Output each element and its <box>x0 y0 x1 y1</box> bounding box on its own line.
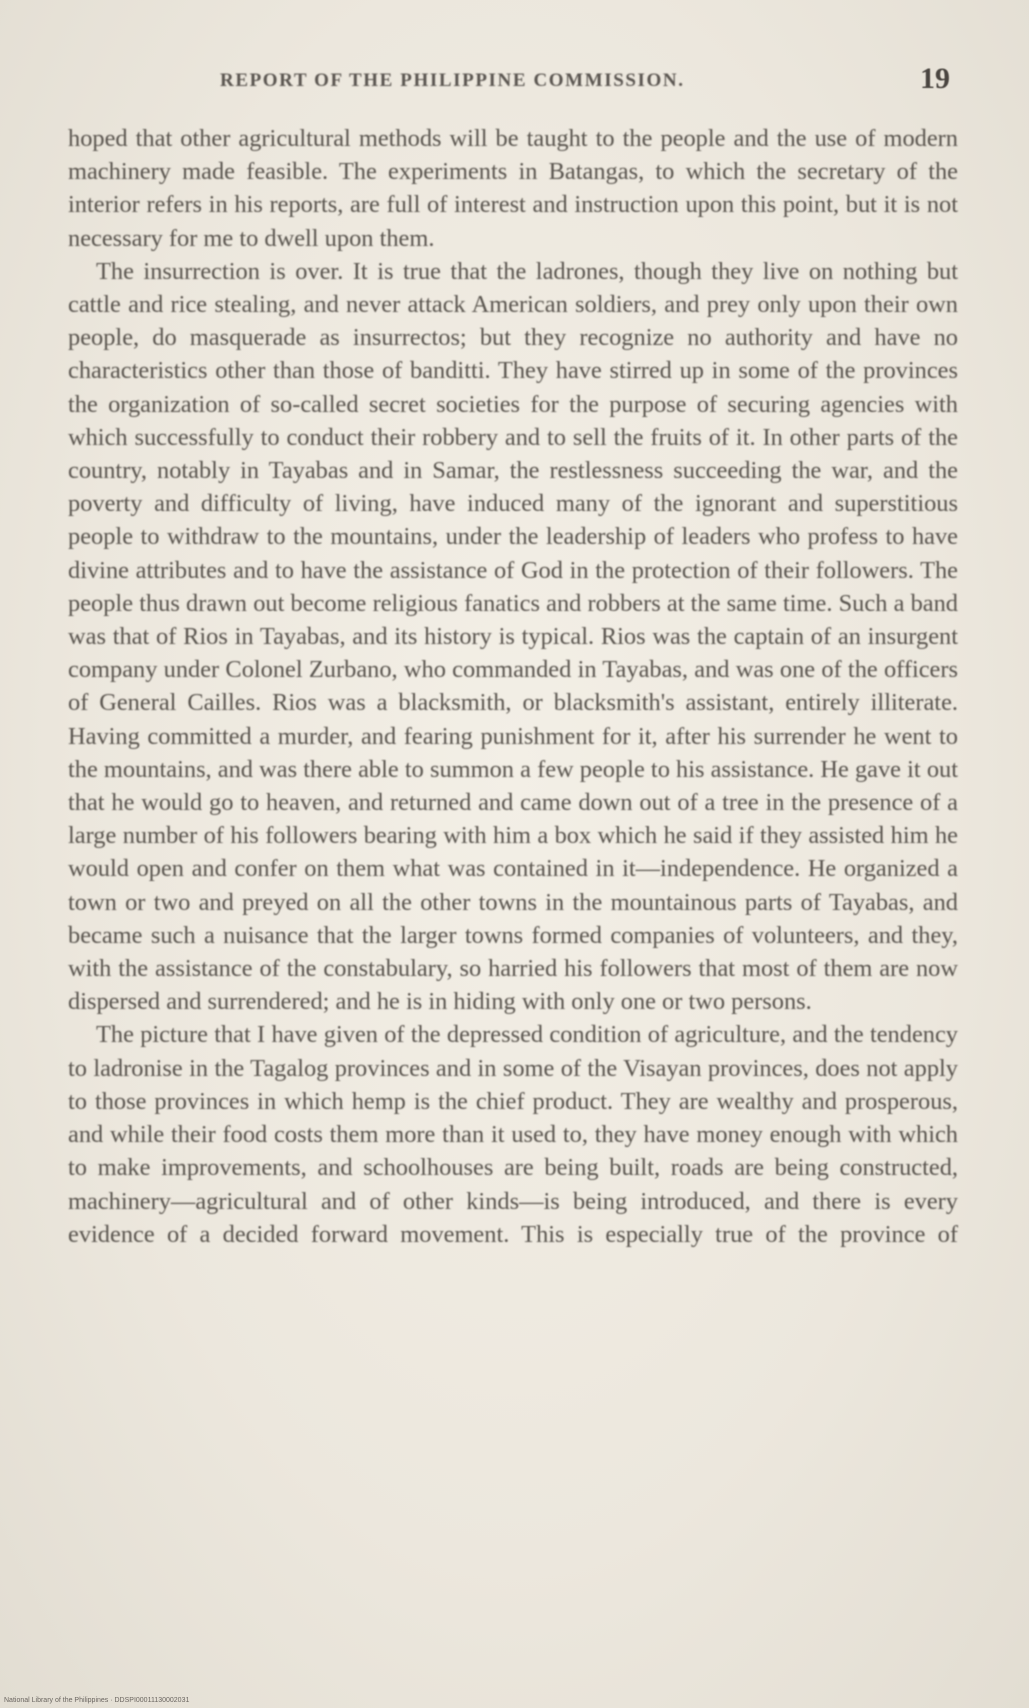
running-head-title: REPORT OF THE PHILIPPINE COMMISSION. <box>220 70 685 91</box>
paragraph-insurrection: The insurrection is over. It is true that the ladrones, though they live on nothing but cattle and rice stealing, and never attack American soldiers, and prey only upon their own people, do masquerade as insurrectos; but they recognize no authority and have no characteristics other than those of banditti. They have stirred up in some of the provinces the organization of so-called secret societies for the purpose of securing agencies with which successfully to conduct their robbery and to sell the fruits of it. In other parts of the country, notably in Tayabas and in Samar, the restlessness succeeding the war, and the poverty and difficulty of living, have induced many of the ignorant and superstitious people to withdraw to the mountains, under the leadership of leaders who profess to have divine attributes and to have the assistance of God in the protection of their followers. The people thus drawn out become religious fanatics and robbers at the same time. Such a band was that of Rios in Tayabas, and its history is typical. Rios was the captain of an insurgent company under Colonel Zurbano, who commanded in Tayabas, and was one of the officers of General Cailles. Rios was a blacksmith, or blacksmith's assistant, entirely illiterate. Having committed a murder, and fearing punishment for it, after his surrender he went to the mountains, and was there able to summon a few people to his assistance. He gave it out that he would go to heaven, and returned and came down out of a tree in the presence of a large number of his followers bearing with him a box which he said if they assisted him he would open and confer on them what was contained in it—independence. He organized a town or two and preyed on all the other towns in the mountainous parts of Tayabas, and became such a nuisance that the larger towns formed companies of volunteers, and they, with the assistance of the constabulary, so harried his followers that most of them are now dispersed and surrendered; and he is in hiding with only one or two persons. <box>68 257 958 1016</box>
paragraph-hemp-provinces: The picture that I have given of the depressed condition of agriculture, and the tendency to ladronise in the Tagalog provinces and in some of the Visayan provinces, does not apply to those provinces in which hemp is the chief product. They are wealthy and prosperous, and while their food costs them more than it used to, they have money enough with which to make improvements, and schoolhouses are being built, roads are being constructed, machinery—agricultural and of other kinds—is being introduced, and there is every evidence of a decided forward movement. This is especially true of the province of <box>68 1021 958 1248</box>
page-number: 19 <box>920 62 950 95</box>
scan-credit-line: National Library of the Philippines · DDSPI00011130002031 <box>4 1697 190 1704</box>
body-text <box>68 122 958 1251</box>
paragraph-continuation: hoped that other agricultural methods will be taught to the people and the use of modern machinery made feasible. The experiments in Batangas, to which the secretary of the interior refers in his reports, are full of interest and instruction upon this point, but it is not necessary for me to dwell upon them. <box>68 125 958 252</box>
running-head <box>0 62 1029 102</box>
